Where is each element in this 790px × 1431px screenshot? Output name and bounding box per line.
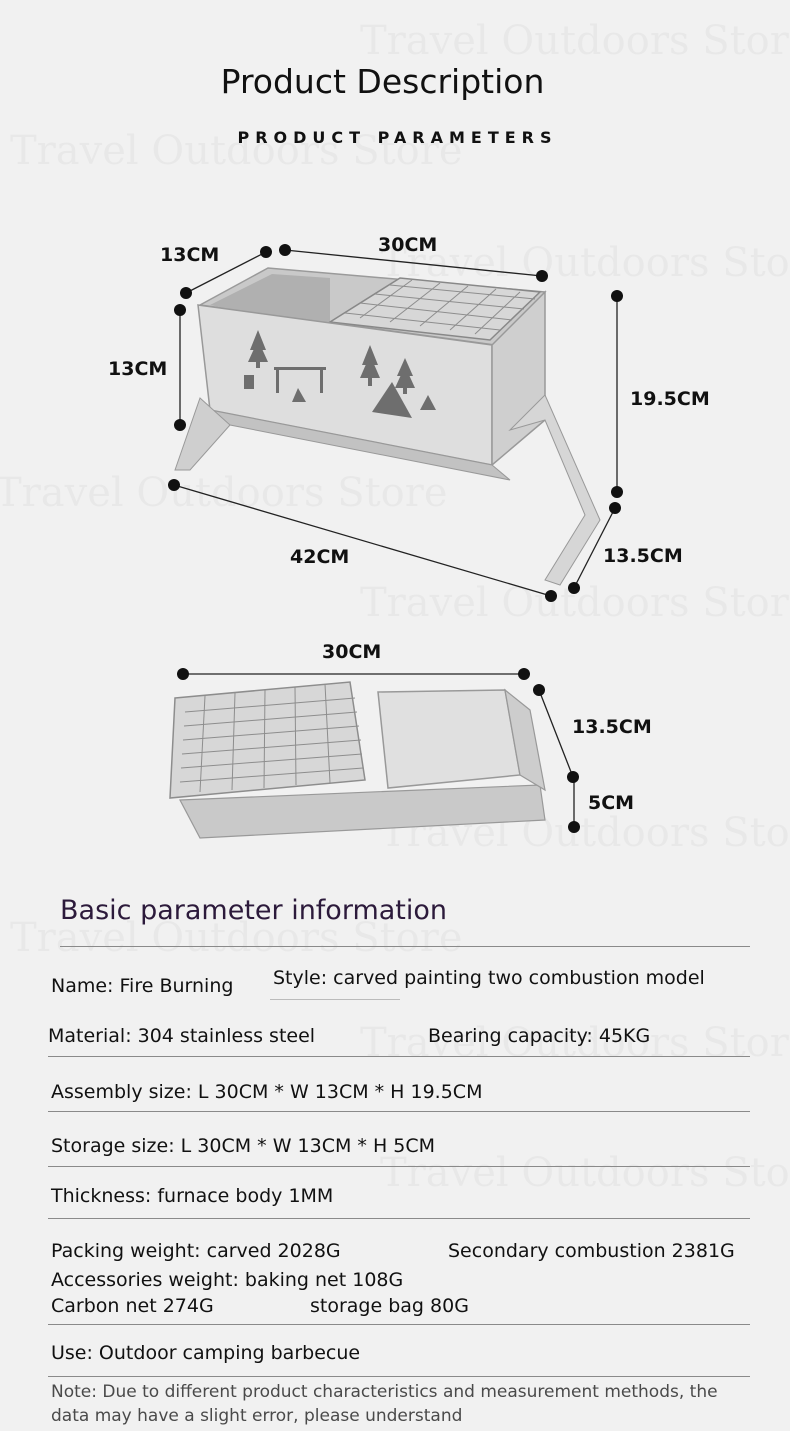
dim-folded-height: 5CM: [588, 792, 635, 814]
param-assembly-size: Assembly size: L 30CM * W 13CM * H 19.5CM: [51, 1081, 483, 1103]
param-name: Name: Fire Burning: [51, 975, 234, 997]
divider: [270, 999, 400, 1000]
measurement-note: Note: Due to different product characteristics and measurement methods, the data may have a slight error, please understand: [51, 1382, 718, 1426]
divider: [60, 946, 750, 947]
dim-leg-depth: 13.5CM: [603, 545, 683, 567]
folded-top-panel: [378, 690, 520, 788]
divider: [48, 1111, 750, 1112]
param-storage-bag: storage bag 80G: [310, 1295, 469, 1317]
param-style: Style: carved painting two combustion model: [273, 967, 705, 989]
param-storage-size: Storage size: L 30CM * W 13CM * H 5CM: [51, 1135, 436, 1157]
param-carbon-net: Carbon net 274G: [51, 1295, 214, 1317]
divider: [48, 1056, 750, 1057]
folded-base: [180, 785, 545, 838]
dim-total-length: 42CM: [290, 546, 350, 568]
param-material: Material: 304 stainless steel: [48, 1025, 316, 1047]
grill-right-leg: [510, 395, 600, 585]
param-secondary-combustion: Secondary combustion 2381G: [448, 1240, 735, 1262]
dim-total-height: 19.5CM: [630, 388, 710, 410]
dim-folded-depth: 13.5CM: [572, 716, 652, 738]
page-title: Product Description: [220, 62, 545, 101]
dim-body-height: 13CM: [108, 358, 168, 380]
section-title: Basic parameter information: [60, 895, 448, 926]
param-packing-weight: Packing weight: carved 2028G: [51, 1240, 341, 1262]
param-thickness: Thickness: furnace body 1MM: [51, 1185, 334, 1207]
dim-depth-top: 13CM: [160, 244, 220, 266]
divider: [48, 1218, 750, 1219]
page-subtitle: PRODUCT PARAMETERS: [237, 128, 558, 147]
assembled-grill-illustration: [0, 0, 790, 620]
param-accessories-weight: Accessories weight: baking net 108G: [51, 1269, 404, 1291]
watermark: [380, 1150, 790, 1196]
folded-grill-illustration: [0, 640, 790, 880]
divider: [48, 1376, 750, 1377]
dim-folded-length: 30CM: [322, 641, 382, 663]
param-bearing: Bearing capacity: 45KG: [428, 1025, 651, 1047]
divider: [48, 1166, 750, 1167]
param-use: Use: Outdoor camping barbecue: [51, 1342, 361, 1364]
dim-length-top: 30CM: [378, 234, 438, 256]
divider: [48, 1324, 750, 1325]
